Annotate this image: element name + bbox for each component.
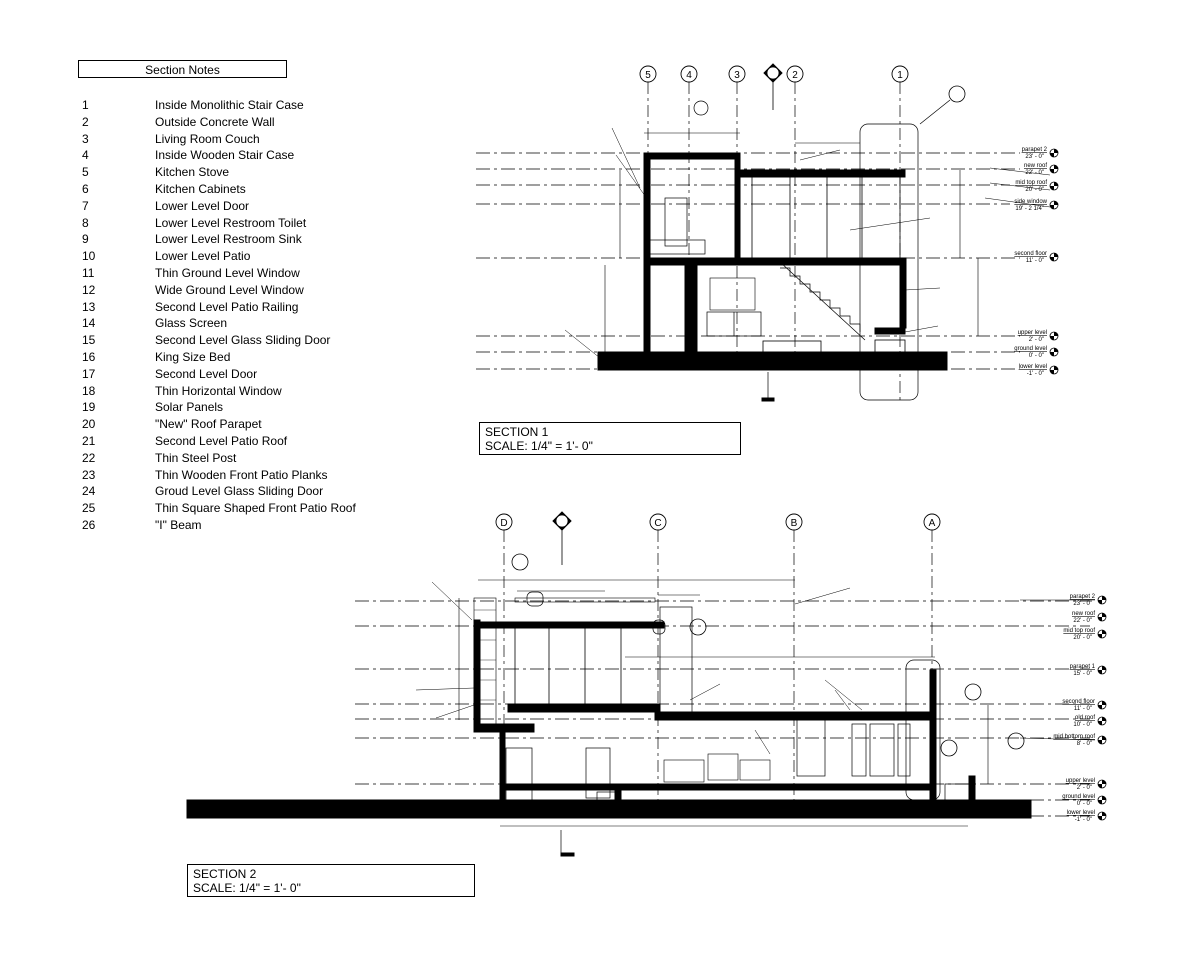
level-elevation: 20' - 0" <box>1073 635 1092 641</box>
note-number: 14 <box>82 316 96 331</box>
note-label: Outside Concrete Wall <box>155 114 275 129</box>
section-notes-title: Section Notes <box>78 60 287 78</box>
section1-level-markers <box>1014 147 1058 377</box>
level-elevation: 20' - 0" <box>1025 187 1044 193</box>
note-label: Lower Level Door <box>155 198 250 213</box>
note-label: Second Level Patio Railing <box>155 299 299 314</box>
section2-scale: SCALE: 1/4" = 1'- 0" <box>193 881 301 895</box>
grid-label: 2 <box>792 70 798 81</box>
level-elevation: 0' - 0" <box>1076 801 1092 807</box>
note-number: 9 <box>82 232 89 247</box>
note-label: Second Level Patio Roof <box>155 433 288 448</box>
note-number: 24 <box>82 484 96 499</box>
note-number: 8 <box>82 215 89 230</box>
level-name: mid top roof <box>1063 628 1095 634</box>
note-number: 16 <box>82 349 96 364</box>
level-name: ground level <box>1014 346 1047 352</box>
level-name: upper level <box>1017 330 1047 336</box>
note-number: 20 <box>82 417 96 432</box>
level-marker <box>1022 147 1058 160</box>
level-marker <box>1062 794 1106 807</box>
level-name: new roof <box>1023 163 1047 169</box>
level-marker <box>1062 699 1106 712</box>
note-number: 19 <box>82 400 96 415</box>
grid-label: 5 <box>645 70 651 81</box>
note-label: Second Level Door <box>155 366 258 381</box>
level-elevation: 19' - 2 1/4" <box>1015 206 1044 212</box>
note-label: "I" Beam <box>155 517 202 532</box>
note-label: Second Level Glass Sliding Door <box>155 333 331 348</box>
level-marker <box>1072 611 1106 624</box>
grid-label: B <box>790 518 798 529</box>
section1-title: SECTION 1 <box>485 425 549 439</box>
note-label: Solar Panels <box>155 400 224 415</box>
note-label: Living Room Couch <box>155 131 260 146</box>
level-elevation: 22' - 0" <box>1073 618 1092 624</box>
note-label: Wide Ground Level Window <box>155 282 304 297</box>
note-label: "New" Roof Parapet <box>155 417 262 432</box>
level-elevation: 0' - 0" <box>1028 353 1044 359</box>
note-number: 3 <box>82 131 89 146</box>
note-number: 5 <box>82 165 89 180</box>
level-name: old roof <box>1074 715 1095 721</box>
grid-label: D <box>500 518 508 529</box>
note-number: 21 <box>82 433 96 448</box>
level-marker <box>1053 734 1106 747</box>
note-number: 7 <box>82 198 89 213</box>
note-label: Lower Level Restroom Toilet <box>155 215 307 230</box>
level-marker <box>1063 628 1106 641</box>
level-name: parapet 2 <box>1069 594 1095 600</box>
note-label: Kitchen Cabinets <box>155 181 246 196</box>
level-marker <box>1014 251 1058 264</box>
level-marker <box>1070 594 1106 607</box>
note-number: 13 <box>82 299 96 314</box>
note-number: 17 <box>82 366 96 381</box>
note-label: Thin Ground Level Window <box>155 265 300 280</box>
grid-label: 3 <box>734 70 740 81</box>
note-number: 4 <box>82 148 89 163</box>
note-number: 22 <box>82 450 96 465</box>
note-number: 10 <box>82 249 96 264</box>
level-name: new roof <box>1071 611 1095 617</box>
note-label: Kitchen Stove <box>155 165 230 180</box>
level-marker <box>1073 715 1106 728</box>
level-elevation: -1' - 0" <box>1026 371 1044 377</box>
section2-drawing <box>187 512 1095 856</box>
level-name: mid bottom roof <box>1053 734 1095 740</box>
level-marker <box>1070 664 1106 677</box>
note-number: 12 <box>82 282 96 297</box>
grid-label: A <box>928 518 936 529</box>
level-elevation: 2' - 0" <box>1028 337 1044 343</box>
note-label: Glass Screen <box>155 316 228 331</box>
level-marker <box>1024 163 1058 176</box>
level-marker <box>1018 330 1058 343</box>
level-name: lower level <box>1066 810 1095 816</box>
level-marker <box>1066 778 1106 791</box>
level-elevation: -1' - 0" <box>1074 817 1092 823</box>
level-elevation: 11' - 0" <box>1073 706 1092 712</box>
note-number: 6 <box>82 181 89 196</box>
level-marker <box>1014 346 1058 359</box>
level-name: second floor <box>1014 251 1047 257</box>
level-name: mid top roof <box>1015 180 1047 186</box>
level-elevation: 8' - 0" <box>1076 741 1092 747</box>
note-number: 26 <box>82 517 96 532</box>
grid-label: 4 <box>686 70 692 81</box>
level-marker <box>1014 199 1058 212</box>
level-elevation: 10' - 0" <box>1073 722 1092 728</box>
note-label: Inside Monolithic Stair Case <box>155 98 304 112</box>
grid-label: 1 <box>897 70 903 81</box>
note-label: Thin Wooden Front Patio Planks <box>155 467 328 482</box>
level-name: second floor <box>1062 699 1095 705</box>
level-name: parapet 2 <box>1021 147 1047 153</box>
level-name: lower level <box>1018 364 1047 370</box>
note-label: Lower Level Restroom Sink <box>155 232 302 247</box>
note-number: 18 <box>82 383 96 398</box>
level-elevation: 15' - 0" <box>1073 671 1092 677</box>
note-label: King Size Bed <box>155 349 231 364</box>
level-marker <box>1019 364 1058 377</box>
level-name: upper level <box>1065 778 1095 784</box>
note-label: Thin Horizontal Window <box>155 383 282 398</box>
level-name: parapet 1 <box>1069 664 1095 670</box>
section1-scale: SCALE: 1/4" = 1'- 0" <box>485 439 593 453</box>
level-elevation: 11' - 0" <box>1025 258 1044 264</box>
grid-label: C <box>654 518 662 529</box>
section2-title: SECTION 2 <box>193 867 257 881</box>
note-number: 23 <box>82 467 96 482</box>
level-name: side window <box>1014 199 1047 205</box>
note-label: Inside Wooden Stair Case <box>155 148 295 163</box>
level-marker <box>1067 810 1106 823</box>
level-elevation: 22' - 0" <box>1025 170 1044 176</box>
note-label: Thin Square Shaped Front Patio Roof <box>155 501 356 516</box>
level-elevation: 23' - 0" <box>1025 154 1044 160</box>
level-elevation: 2' - 0" <box>1076 785 1092 791</box>
note-number: 15 <box>82 333 96 348</box>
note-number: 11 <box>82 265 95 280</box>
section2-level-markers <box>1053 594 1106 823</box>
level-elevation: 23' - 0" <box>1073 601 1092 607</box>
note-number: 2 <box>82 114 89 129</box>
note-number: 25 <box>82 501 96 516</box>
note-number: 1 <box>82 98 89 112</box>
note-label: Groud Level Glass Sliding Door <box>155 484 324 499</box>
section1-drawing <box>476 64 1050 401</box>
level-name: ground level <box>1062 794 1095 800</box>
note-label: Lower Level Patio <box>155 249 251 264</box>
note-label: Thin Steel Post <box>155 450 237 465</box>
